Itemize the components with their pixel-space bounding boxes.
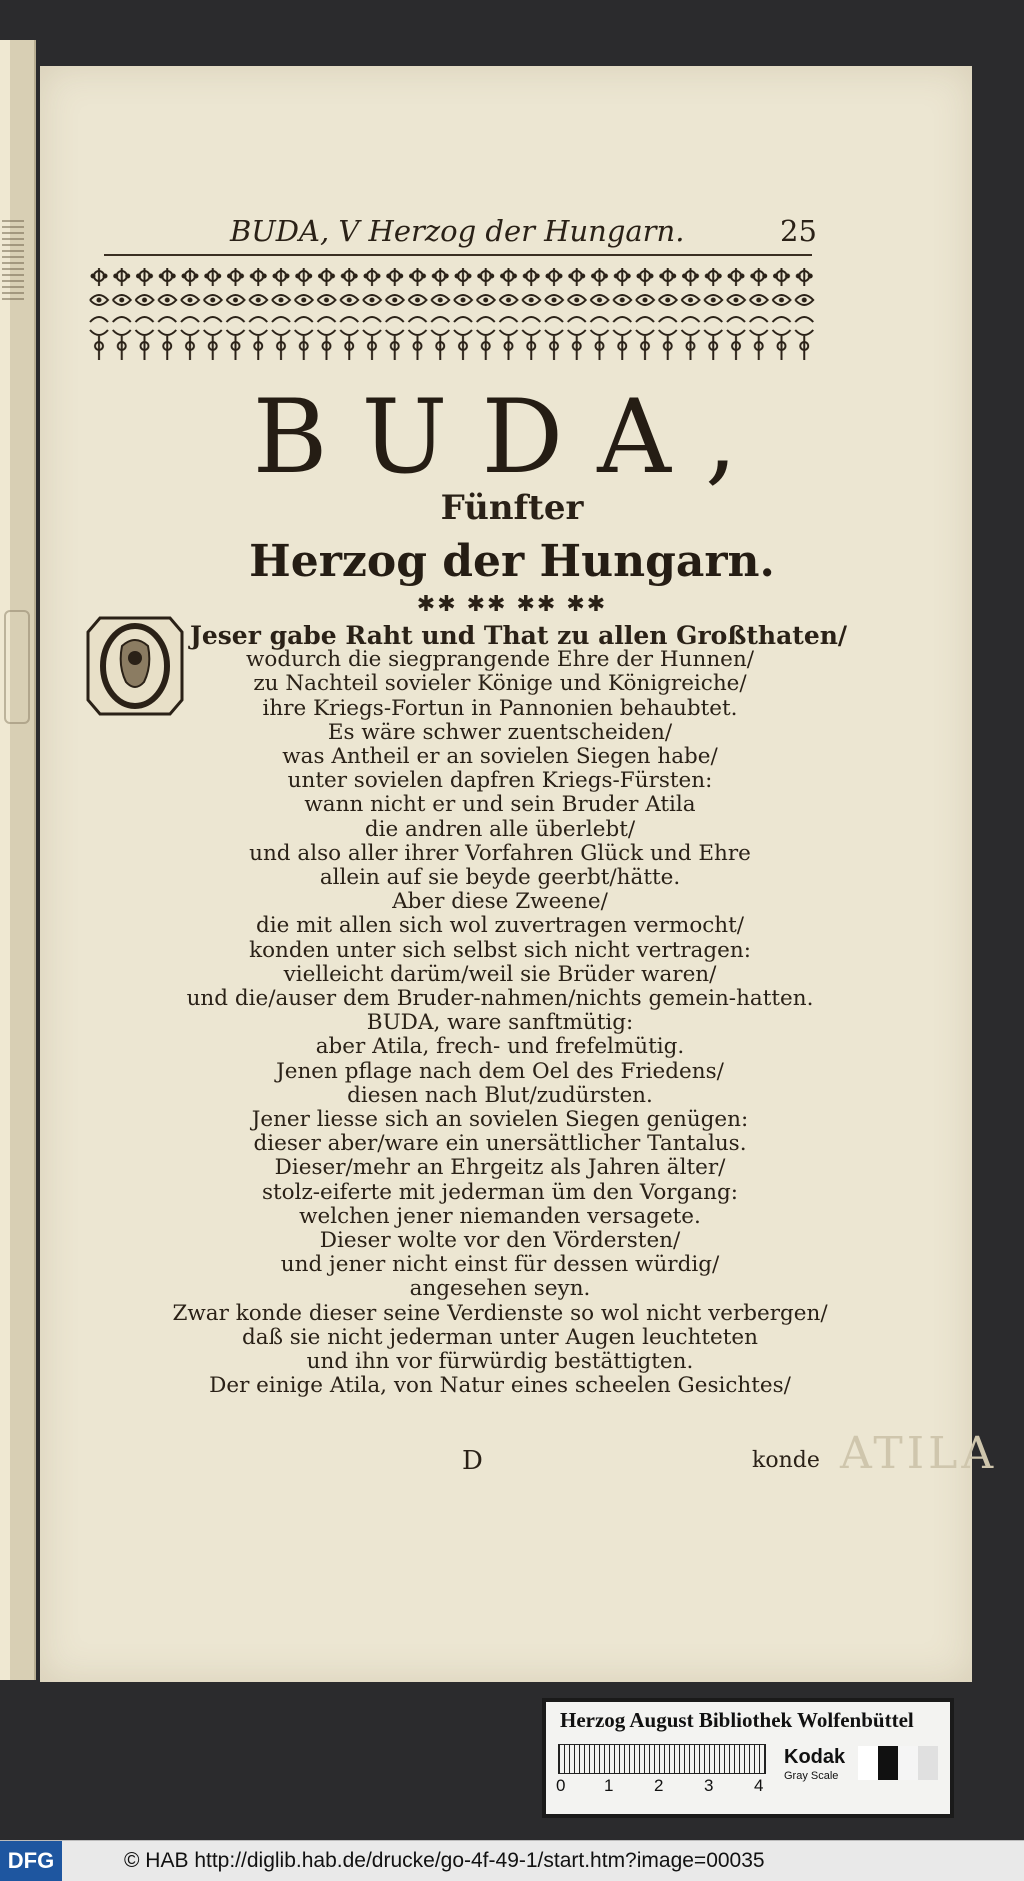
gray-patches bbox=[858, 1746, 938, 1780]
running-head-title: BUDA, V Herzog der Hungarn. bbox=[230, 214, 685, 248]
ruler-number: 1 bbox=[604, 1776, 614, 1795]
poem-line: Jeser gabe Raht und That zu allen Großthaten/ bbox=[190, 621, 848, 650]
poem-line: Dieser/mehr an Ehrgeitz als Jahren älter/ bbox=[274, 1155, 726, 1181]
poem-line: Jener liesse sich an sovielen Siegen genügen: bbox=[251, 1107, 749, 1133]
poem-line: und ihn vor fürwürdig bestättigten. bbox=[306, 1349, 694, 1375]
dfg-logo: DFG bbox=[0, 1841, 62, 1881]
kodak-label: Kodak bbox=[784, 1746, 846, 1768]
gray-patch bbox=[858, 1746, 878, 1780]
footer-url[interactable]: © HAB http://diglib.hab.de/drucke/go-4f-49-1/start.htm?image=00035 bbox=[124, 1849, 765, 1872]
ruler-number: 4 bbox=[754, 1776, 764, 1795]
poem-line: dieser aber/ware ein unersättlicher Tantalus. bbox=[253, 1131, 747, 1157]
subtitle-fuenfter: Fünfter bbox=[440, 488, 584, 528]
poem-line: die andren alle überlebt/ bbox=[364, 816, 636, 842]
ruler-number: 2 bbox=[654, 1776, 664, 1795]
gray-patch bbox=[918, 1746, 938, 1780]
bleed-through-text: ATILA bbox=[840, 1428, 998, 1479]
poem-body bbox=[150, 621, 850, 1399]
poem-line: Es wäre schwer zuentscheiden/ bbox=[327, 719, 673, 745]
subtitle-herzog: Herzog der Hungarn. bbox=[249, 536, 775, 587]
left-page-ornament-ghost bbox=[2, 220, 24, 300]
ornament-stars: ✱✱ ✱✱ ✱✱ ✱✱ bbox=[416, 592, 608, 617]
poem-line: diesen nach Blut/zudürsten. bbox=[347, 1082, 653, 1108]
poem-line: ihre Kriegs-Fortun in Pannonien behaubtet. bbox=[262, 695, 738, 721]
catchword: konde bbox=[752, 1448, 820, 1473]
poem-line: daß sie nicht jederman unter Augen leuchteten bbox=[242, 1324, 758, 1350]
poem-line: Dieser wolte vor den Vördersten/ bbox=[319, 1228, 681, 1254]
poem-line: stolz-eiferte mit jederman üm den Vorgang: bbox=[261, 1179, 739, 1205]
poem-line: wann nicht er und sein Bruder Atila bbox=[304, 792, 696, 818]
poem-line: Aber diese Zweene/ bbox=[392, 889, 608, 915]
poem-line: welchen jener niemanden versagete. bbox=[299, 1203, 701, 1229]
gray-patch bbox=[878, 1746, 898, 1780]
poem-line: vielleicht darüm/weil sie Brüder waren/ bbox=[283, 961, 717, 987]
poem-line: allein auf sie beyde geerbt/hätte. bbox=[319, 865, 681, 891]
poem-line: Der einige Atila, von Natur eines scheelen Gesichtes/ bbox=[209, 1373, 791, 1399]
grayscale-label: Gray Scale bbox=[784, 1770, 839, 1782]
ruler-bar bbox=[558, 1744, 766, 1774]
footer-bar bbox=[0, 1840, 1024, 1881]
ruler-number: 3 bbox=[704, 1776, 714, 1795]
gray-patch bbox=[898, 1746, 918, 1780]
color-scale-card bbox=[542, 1698, 954, 1818]
page-number: 25 bbox=[780, 214, 817, 248]
poem-line: aber Atila, frech- und frefelmütig. bbox=[315, 1034, 685, 1060]
head-rule bbox=[104, 254, 812, 256]
poem-line: Zwar konde dieser seine Verdienste so wol nicht verbergen/ bbox=[172, 1300, 828, 1326]
ornament-band bbox=[88, 264, 816, 364]
poem-line: konden unter sich selbst sich nicht vertragen: bbox=[249, 937, 751, 963]
poem-line: wodurch die siegprangende Ehre der Hunnen/ bbox=[246, 647, 754, 673]
poem-line: angesehen seyn. bbox=[409, 1276, 591, 1302]
scale-card-title: Herzog August Bibliothek Wolfenbüttel bbox=[560, 1708, 914, 1732]
poem-line: die mit allen sich wol zuvertragen vermocht/ bbox=[255, 913, 745, 939]
poem-line: und also aller ihrer Vorfahren Glück und Ehre bbox=[249, 840, 751, 866]
ruler-number: 0 bbox=[556, 1776, 566, 1795]
poem-line: und jener nicht einst für dessen würdig/ bbox=[280, 1252, 720, 1278]
poem-line: zu Nachteil sovieler Könige und Königreiche/ bbox=[253, 671, 747, 697]
poem-line: Jenen pflage nach dem Oel des Friedens/ bbox=[276, 1058, 724, 1084]
poem-line: was Antheil er an sovielen Siegen habe/ bbox=[282, 744, 718, 770]
poem-line: und die/auser dem Bruder-nahmen/nichts gemein-hatten. bbox=[186, 986, 814, 1012]
signature-mark: D bbox=[462, 1446, 483, 1476]
poem-line: BUDA, ware sanftmütig: bbox=[366, 1010, 634, 1036]
poem-line: unter sovielen dapfren Kriegs-Fürsten: bbox=[287, 768, 713, 794]
left-page-initial-ghost bbox=[4, 610, 30, 724]
chapter-title: BUDA, bbox=[252, 378, 772, 497]
